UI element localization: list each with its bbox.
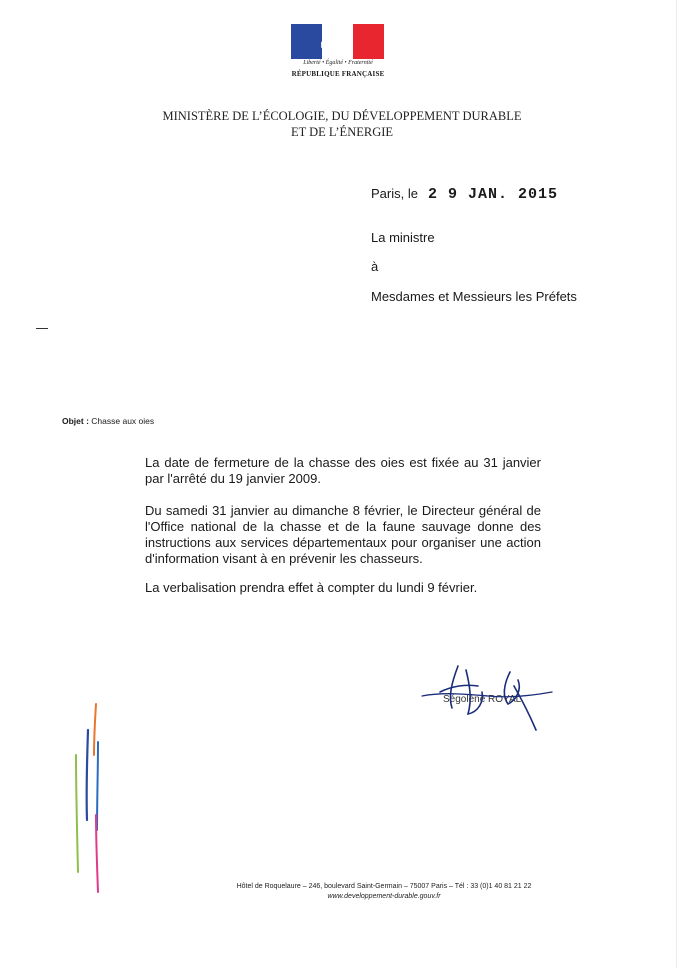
footer-website: www.developpement-durable.gouv.fr (327, 893, 441, 900)
date-place: Paris, le (371, 186, 418, 201)
body-paragraph-1: La date de fermeture de la chasse des oies est fixée au 31 janvier par l'arrêté du 19 janvier 2009. (145, 455, 541, 486)
to-label: à (371, 259, 379, 274)
date-stamp: 2 9 JAN. 2015 (427, 186, 558, 203)
body-paragraph-2: Du samedi 31 janvier au dimanche 8 février, le Directeur général de l'Office national de la chasse et de la faune sauvage donne des instructions aux services départementaux pour organiser une action d'information visant à en prévenir les chasseurs. (145, 503, 541, 566)
subject-line (62, 416, 154, 426)
ministry-line-1: MINISTÈRE DE L’ÉCOLOGIE, DU DÉVELOPPEMENT DURABLE (162, 109, 522, 123)
subject-label: Objet : (62, 416, 89, 426)
republic-motto: Liberté • Égalité • Fraternité (303, 60, 373, 66)
sender: La ministre (371, 230, 435, 245)
page-edge-line (676, 0, 677, 968)
body-paragraph-3: La verbalisation prendra effet à compter du lundi 9 février. (145, 580, 478, 595)
footer-address: Hôtel de Roquelaure – 246, boulevard Saint-Germain – 75007 Paris – Tél : 33 (0)1 40 81 21 22 (236, 883, 532, 890)
marianne-logo-icon (291, 24, 384, 59)
recipient: Mesdames et Messieurs les Préfets (371, 289, 577, 304)
handwritten-signature-icon (418, 656, 558, 734)
fold-mark (36, 328, 48, 329)
decorative-strokes-icon (68, 700, 108, 900)
date-line (371, 186, 558, 203)
republic-name: RÉPUBLIQUE FRANÇAISE (291, 70, 385, 78)
subject-text: Chasse aux oies (91, 416, 155, 426)
ministry-heading (150, 108, 534, 140)
signatory-name: Ségolène ROYAL (443, 694, 522, 705)
ministry-line-2: ET DE L’ÉNERGIE (290, 125, 394, 139)
